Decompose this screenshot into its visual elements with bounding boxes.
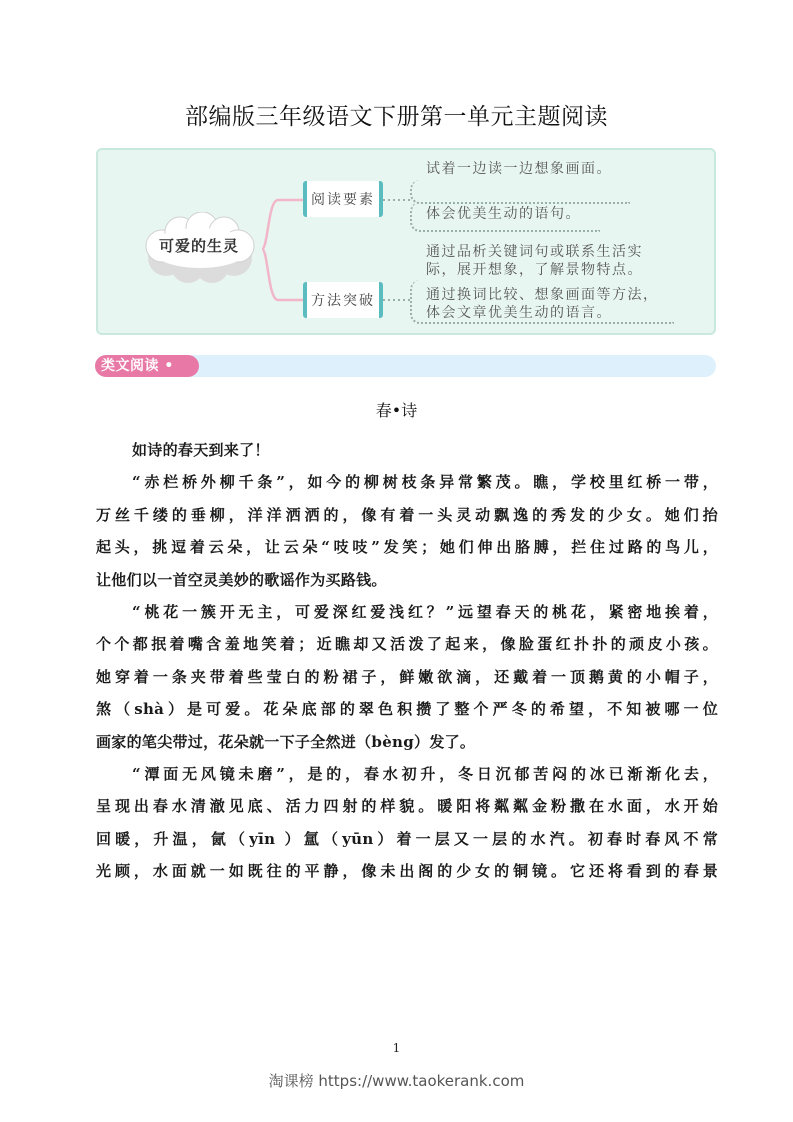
leaf-item: 试着一边读一边想象画面。	[426, 161, 612, 177]
central-topic-cloud	[140, 212, 258, 284]
paragraph-line: 万丝千缕的垂柳，洋洋洒洒的，像有着一头灵动飘逸的秀发的少女。她们抬	[96, 505, 718, 524]
paragraph-line: “潭面无风镜未磨”，是的，春水初升，冬日沉郁苦闷的冰已渐渐化去，	[132, 764, 718, 783]
article-title: 春•诗	[375, 401, 418, 420]
branch-reading-elements	[303, 181, 383, 217]
mind-map	[96, 148, 716, 335]
branch-label: 方法突破	[311, 293, 375, 309]
branch-method-breakthrough	[303, 282, 383, 318]
paragraph-line: 光顾，水面就一如既往的平静，像未出阁的少女的铜镜。它还将看到的春景	[96, 862, 718, 881]
central-topic-label: 可爱的生灵	[158, 237, 239, 255]
paragraph-line: 个个都抿着嘴含羞地笑着；近瞧却又活泼了起来，像脸蛋红扑扑的顽皮小孩。	[96, 635, 718, 654]
paragraph-line: 如诗的春天到来了！	[132, 441, 270, 459]
paragraph-line: 让他们以一首空灵美妙的歌谣作为买路钱。	[96, 570, 387, 589]
page-number: 1	[392, 1041, 401, 1055]
leaf-underline	[410, 180, 630, 204]
leaf-item-line: 通过换词比较、想象画面等方法，	[426, 287, 659, 303]
paragraph-line: 画家的笔尖带过，花朵就一下子全然迸（bèng）发了。	[96, 732, 476, 751]
leaf-item-line: 体会文章优美生动的语言。	[426, 305, 612, 321]
article-body	[96, 434, 718, 887]
section-tag: 类文阅读 •	[95, 355, 199, 377]
paragraph-line: 呈现出春水清澈见底、活力四射的样貌。暖阳将粼粼金粉撒在水面，水开始	[96, 797, 718, 816]
paragraph-line: 煞（shà）是可爱。花朵底部的翠色积攒了整个严冬的希望，不知被哪一位	[96, 700, 718, 719]
branch-label: 阅读要素	[311, 192, 375, 208]
leaf-item: 体会优美生动的语句。	[426, 206, 581, 222]
leaf-item-line: 际，展开想象，了解景物特点。	[426, 262, 643, 278]
document-title: 部编版三年级语文下册第一单元主题阅读	[185, 104, 608, 130]
section-header-band	[95, 355, 716, 377]
paragraph-line: “赤栏桥外柳千条”，如今的柳树枝条异常繁茂。瞧，学校里红桥一带，	[132, 473, 718, 492]
watermark: 淘课榜 https://www.taokerank.com	[268, 1072, 525, 1090]
paragraph-line: 起头，挑逗着云朵，让云朵“吱吱”发笑；她们伸出胳膊，拦住过路的鸟儿，	[96, 538, 718, 557]
paragraph-line: 她穿着一条夹带着些莹白的粉裙子，鲜嫩欲滴，还戴着一顶鹅黄的小帽子，	[96, 667, 718, 686]
leaf-item-line: 通过品析关键词句或联系生活实	[426, 244, 643, 260]
paragraph-line: “桃花一簇开无主，可爱深红爱浅红？”远望春天的桃花，紧密地挨着，	[132, 602, 718, 621]
paragraph-line: 回暖，升温，氤（yīn ）氲（yūn）着一层又一层的水汽。初春时春风不常	[96, 829, 718, 848]
